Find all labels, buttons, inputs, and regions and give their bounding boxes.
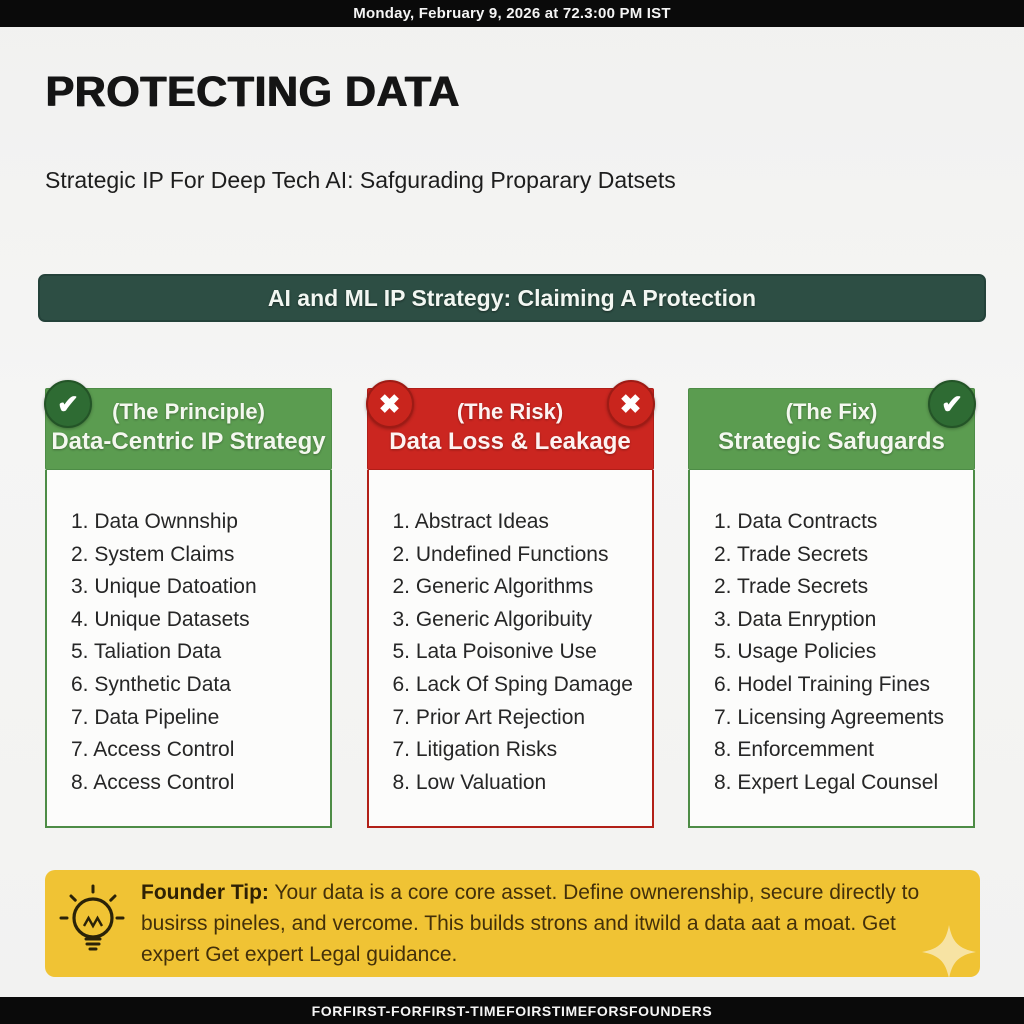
lightbulb-icon	[45, 882, 141, 966]
check-glyph: ✔	[57, 388, 79, 419]
column-subtitle: (The Principle)	[112, 399, 265, 424]
list-item: 3. Data Enryption	[714, 607, 877, 631]
list-item: 1. Data Ownnship	[71, 510, 238, 533]
datetime-text: Monday, February 9, 2026 at 72.3:00 PM IST	[353, 5, 671, 22]
list-item: 8. Low Valuation	[392, 770, 547, 794]
column-title: Data Loss & Leakage	[389, 428, 631, 455]
column-principle-list	[45, 470, 332, 828]
footer-bar	[0, 997, 1024, 1024]
check-icon	[928, 380, 976, 428]
list-item: 4. Unique Datasets	[71, 607, 250, 631]
list-item: 5. Taliation Data	[71, 640, 222, 664]
column-risk-list	[367, 470, 654, 828]
column-principle-header	[45, 388, 332, 470]
column-fix	[688, 388, 975, 828]
column-subtitle: (The Risk)	[456, 399, 564, 424]
section-banner	[38, 274, 986, 322]
list-item: 1. Abstract Ideas	[392, 510, 549, 533]
page-title: PROTECTING DATA	[45, 68, 460, 116]
list-item: 7. Data Pipeline	[71, 705, 220, 729]
column-title: Strategic Safugards	[718, 428, 945, 455]
list-item: 5. Usage Policies	[714, 640, 877, 664]
list-item: 7. Licensing Agreements	[714, 705, 944, 729]
founder-tip-text	[141, 877, 980, 970]
list-item: 2. Trade Secrets	[714, 575, 869, 599]
list-item: 7. Access Control	[71, 738, 235, 762]
list-item: 6. Synthetic Data	[71, 672, 231, 696]
check-glyph: ✔	[941, 388, 963, 419]
column-risk	[367, 388, 654, 828]
list-item: 2. Trade Secrets	[714, 542, 869, 566]
list-item: 8. Expert Legal Counsel	[714, 770, 939, 794]
list-item: 2. System Claims	[71, 542, 235, 566]
column-title: Data-Centric IP Strategy	[51, 428, 326, 455]
list-item: 2. Generic Algorithms	[392, 575, 594, 599]
list-item: 1. Data Contracts	[714, 510, 878, 533]
founder-tip-box	[45, 870, 980, 977]
cross-icon	[366, 380, 414, 428]
list-item: 6. Lack Of Sping Damage	[392, 672, 633, 696]
page-subtitle: Strategic IP For Deep Tech AI: Safgurading Proparary Datsets	[45, 167, 676, 193]
list-item: 3. Unique Datoation	[71, 575, 257, 599]
list-item: 5. Lata Poisonive Use	[392, 640, 597, 664]
sparkle-icon	[920, 923, 978, 977]
cross-glyph: ✖	[619, 388, 642, 419]
column-fix-list	[688, 470, 975, 828]
list-item: 6. Hodel Training Fines	[714, 672, 930, 696]
check-icon	[44, 380, 92, 428]
list-item: 3. Generic Algoribuity	[392, 607, 593, 631]
founder-tip-label: Founder Tip:	[141, 881, 269, 904]
column-principle	[45, 388, 332, 828]
column-risk-header	[367, 388, 654, 470]
list-item: 8. Access Control	[71, 770, 235, 794]
list-item: 7. Litigation Risks	[392, 738, 558, 762]
founder-tip-body: Your data is a core core asset. Define ownerenship, secure directly to busirss pineles, and vercome. This builds strons and itwild a data aat a moat. Get expert Get expert Legal guidance.	[141, 881, 920, 966]
section-banner-text: AI and ML IP Strategy: Claiming A Protection	[267, 284, 757, 311]
cross-icon	[607, 380, 655, 428]
list-item: 2. Undefined Functions	[392, 542, 609, 566]
column-fix-header	[688, 388, 975, 470]
list-item: 7. Prior Art Rejection	[392, 705, 586, 729]
top-datetime-bar	[0, 0, 1024, 27]
list-item: 8. Enforcemment	[714, 738, 874, 762]
footer-text: FORFIRST-FORFIRST-TIMEFOIRSTIMEFORSFOUNDERS	[311, 1002, 713, 1019]
column-subtitle: (The Fix)	[785, 399, 878, 424]
cross-glyph: ✖	[378, 388, 401, 419]
three-column-comparison	[45, 388, 975, 828]
